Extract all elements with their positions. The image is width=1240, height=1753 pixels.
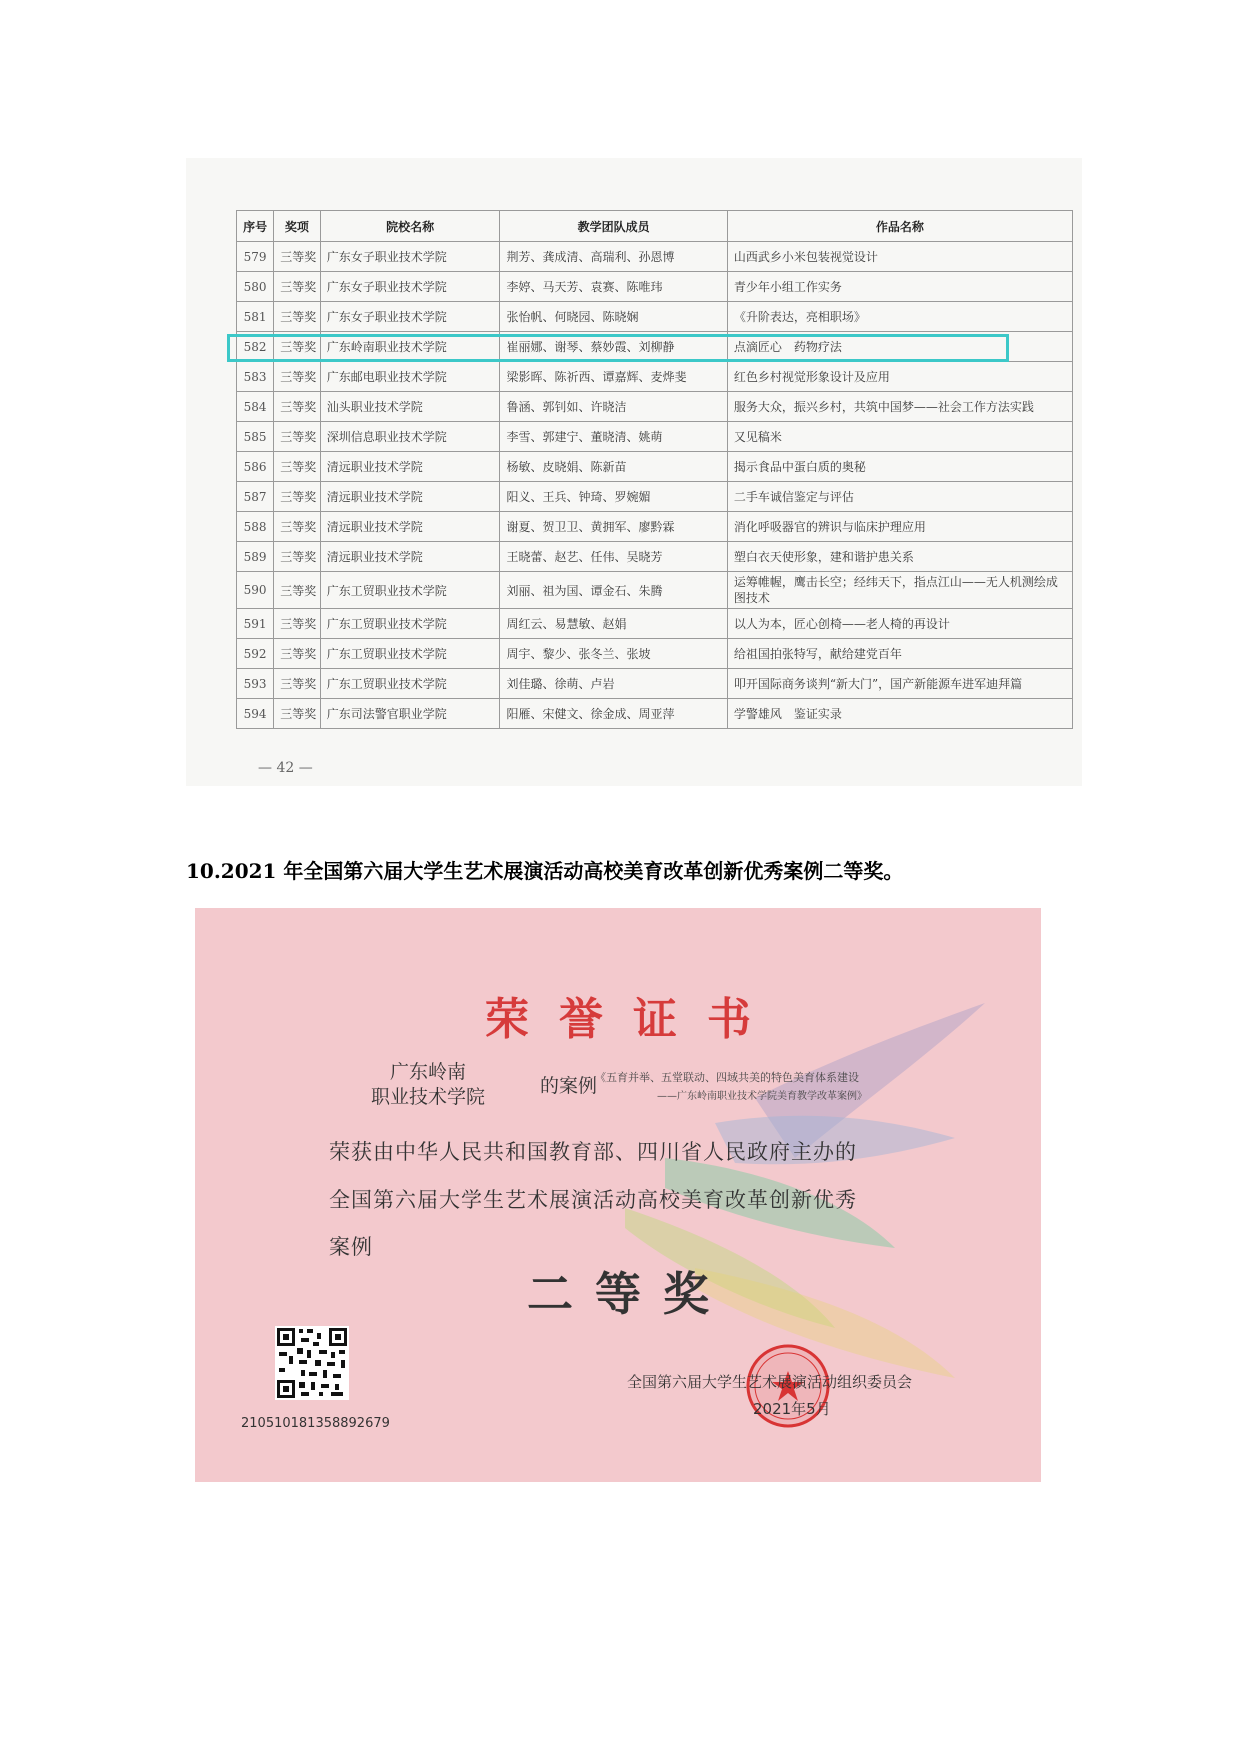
cell-work: 青少年小组工作实务 bbox=[727, 272, 1072, 302]
prize-level: 二等奖 bbox=[527, 1267, 731, 1321]
case-label: 的案例 bbox=[540, 1075, 598, 1097]
cell-team: 李雪、郭建宁、董晓清、姚萌 bbox=[500, 422, 727, 452]
table-row bbox=[237, 542, 1073, 572]
cell-school: 广东女子职业技术学院 bbox=[320, 242, 500, 272]
table-row bbox=[237, 639, 1073, 669]
cell-team: 崔丽娜、谢琴、蔡妙霞、刘柳静 bbox=[500, 332, 727, 362]
table-row bbox=[237, 422, 1073, 452]
cell-team: 王晓蕾、赵艺、任伟、吴晓芳 bbox=[500, 542, 727, 572]
cell-school: 广东女子职业技术学院 bbox=[320, 272, 500, 302]
cell-team: 荆芳、龚成清、高瑞利、孙恩博 bbox=[500, 242, 727, 272]
school-line-1: 广东岭南 bbox=[389, 1061, 466, 1083]
case-subtitle: ——广东岭南职业技术学院美育教学改革案例》 bbox=[657, 1091, 867, 1102]
cell-school: 深圳信息职业技术学院 bbox=[320, 422, 500, 452]
cell-team: 梁影晖、陈祈西、谭嘉辉、麦烨斐 bbox=[500, 362, 727, 392]
table-row bbox=[237, 362, 1073, 392]
header-team: 教学团队成员 bbox=[500, 211, 727, 242]
cell-team: 周红云、易慧敏、赵娟 bbox=[500, 609, 727, 639]
recipient-school bbox=[353, 1060, 503, 1110]
cell-index: 579 bbox=[237, 242, 274, 272]
cell-index: 585 bbox=[237, 422, 274, 452]
cell-team: 鲁涵、郭钊如、许晓洁 bbox=[500, 392, 727, 422]
cell-school: 汕头职业技术学院 bbox=[320, 392, 500, 422]
cell-team: 张怡帆、何晓园、陈晓娴 bbox=[500, 302, 727, 332]
header-award: 奖项 bbox=[274, 211, 321, 242]
cell-team: 阳雁、宋健文、徐金成、周亚萍 bbox=[500, 699, 727, 729]
table-row bbox=[237, 452, 1073, 482]
cell-work: 以人为本，匠心创椅——老人椅的再设计 bbox=[727, 609, 1072, 639]
cell-school: 广东工贸职业技术学院 bbox=[320, 669, 500, 699]
table-row bbox=[237, 512, 1073, 542]
cell-award: 三等奖 bbox=[274, 392, 321, 422]
cell-award: 三等奖 bbox=[274, 422, 321, 452]
table-row bbox=[237, 669, 1073, 699]
cell-index: 583 bbox=[237, 362, 274, 392]
cell-index: 584 bbox=[237, 392, 274, 422]
cell-award: 三等奖 bbox=[274, 302, 321, 332]
table-header-row bbox=[237, 211, 1073, 242]
cell-work: 叩开国际商务谈判“新大门”，国产新能源车进军迪拜篇 bbox=[727, 669, 1072, 699]
cell-school: 广东女子职业技术学院 bbox=[320, 302, 500, 332]
cell-work: 又见稿米 bbox=[727, 422, 1072, 452]
cell-work: 揭示食品中蛋白质的奥秘 bbox=[727, 452, 1072, 482]
table-row bbox=[237, 392, 1073, 422]
cell-index: 586 bbox=[237, 452, 274, 482]
table-row bbox=[237, 482, 1073, 512]
cell-team: 阳义、王兵、钟琦、罗婉媚 bbox=[500, 482, 727, 512]
cell-award: 三等奖 bbox=[274, 639, 321, 669]
issuing-committee: 全国第六届大学生艺术展演活动组织委员会 bbox=[627, 1373, 913, 1391]
cell-team: 刘丽、祖为国、谭金石、朱腾 bbox=[500, 572, 727, 609]
cell-index: 590 bbox=[237, 572, 274, 609]
cell-award: 三等奖 bbox=[274, 482, 321, 512]
case-title: 《五育并举、五堂联动、四域共美的特色美育体系建设 bbox=[595, 1071, 859, 1084]
cell-index: 587 bbox=[237, 482, 274, 512]
cell-school: 清远职业技术学院 bbox=[320, 512, 500, 542]
cell-award: 三等奖 bbox=[274, 512, 321, 542]
cell-school: 广东工贸职业技术学院 bbox=[320, 639, 500, 669]
cell-index: 588 bbox=[237, 512, 274, 542]
cell-school: 清远职业技术学院 bbox=[320, 542, 500, 572]
cell-award: 三等奖 bbox=[274, 572, 321, 609]
award-text-line-1: 荣获由中华人民共和国教育部、四川省人民政府主办的 bbox=[329, 1140, 857, 1164]
cell-work: 服务大众，振兴乡村，共筑中国梦——社会工作方法实践 bbox=[727, 392, 1072, 422]
cell-school: 广东邮电职业技术学院 bbox=[320, 362, 500, 392]
qr-code-icon bbox=[275, 1326, 349, 1400]
cell-index: 594 bbox=[237, 699, 274, 729]
table-row bbox=[237, 699, 1073, 729]
table-row bbox=[237, 242, 1073, 272]
cell-award: 三等奖 bbox=[274, 699, 321, 729]
header-work: 作品名称 bbox=[727, 211, 1072, 242]
section-heading: 10.2021 年全国第六届大学生艺术展演活动高校美育改革创新优秀案例二等奖。 bbox=[186, 859, 904, 883]
cell-award: 三等奖 bbox=[274, 542, 321, 572]
cell-work: 消化呼吸器官的辨识与临床护理应用 bbox=[727, 512, 1072, 542]
cell-school: 清远职业技术学院 bbox=[320, 482, 500, 512]
certificate-title: 荣誉证书 bbox=[485, 994, 781, 1045]
school-line-2: 职业技术学院 bbox=[370, 1086, 485, 1108]
header-index: 序号 bbox=[237, 211, 274, 242]
cell-index: 593 bbox=[237, 669, 274, 699]
cell-school: 清远职业技术学院 bbox=[320, 452, 500, 482]
cell-index: 580 bbox=[237, 272, 274, 302]
cell-work: 学警雄风 鉴证实录 bbox=[727, 699, 1072, 729]
certificate-serial-number: 210510181358892679 bbox=[241, 1416, 390, 1431]
cell-team: 杨敏、皮晓娟、陈新苗 bbox=[500, 452, 727, 482]
highlight-frame bbox=[227, 334, 1009, 362]
table-row bbox=[237, 302, 1073, 332]
cell-index: 582 bbox=[237, 332, 274, 362]
table-row bbox=[237, 609, 1073, 639]
cell-award: 三等奖 bbox=[274, 272, 321, 302]
cell-award: 三等奖 bbox=[274, 362, 321, 392]
issue-date: 2021年5月 bbox=[753, 1400, 831, 1418]
cell-index: 592 bbox=[237, 639, 274, 669]
cell-award: 三等奖 bbox=[274, 332, 321, 362]
cell-work: 运筹帷幄，鹰击长空；经纬天下，指点江山——无人机测绘成图技术 bbox=[727, 572, 1072, 609]
cell-team: 李婷、马天芳、袁赛、陈唯玮 bbox=[500, 272, 727, 302]
cell-award: 三等奖 bbox=[274, 609, 321, 639]
cell-work: 山西武乡小米包装视觉设计 bbox=[727, 242, 1072, 272]
cell-team: 周宇、黎少、张冬兰、张坡 bbox=[500, 639, 727, 669]
cell-work: 红色乡村视觉形象设计及应用 bbox=[727, 362, 1072, 392]
cell-award: 三等奖 bbox=[274, 452, 321, 482]
cell-school: 广东岭南职业技术学院 bbox=[320, 332, 500, 362]
award-text-line-3: 案例 bbox=[329, 1235, 373, 1259]
award-text-line-2: 全国第六届大学生艺术展演活动高校美育改革创新优秀 bbox=[329, 1188, 857, 1212]
cell-index: 581 bbox=[237, 302, 274, 332]
honor-certificate bbox=[195, 908, 1041, 1482]
cell-index: 591 bbox=[237, 609, 274, 639]
cell-work: 塑白衣天使形象，建和谐护患关系 bbox=[727, 542, 1072, 572]
cell-school: 广东工贸职业技术学院 bbox=[320, 572, 500, 609]
cell-team: 谢夏、贺卫卫、黄拥军、廖黔霖 bbox=[500, 512, 727, 542]
cell-school: 广东工贸职业技术学院 bbox=[320, 609, 500, 639]
cell-team: 刘佳璐、徐萌、卢岩 bbox=[500, 669, 727, 699]
cell-school: 广东司法警官职业学院 bbox=[320, 699, 500, 729]
cell-index: 589 bbox=[237, 542, 274, 572]
table-row bbox=[237, 572, 1073, 609]
cell-award: 三等奖 bbox=[274, 242, 321, 272]
cell-work: 二手车诚信鉴定与评估 bbox=[727, 482, 1072, 512]
header-school: 院校名称 bbox=[320, 211, 500, 242]
cell-award: 三等奖 bbox=[274, 669, 321, 699]
table-row bbox=[237, 272, 1073, 302]
cell-work: 点滴匠心 药物疗法 bbox=[727, 332, 1072, 362]
table-body bbox=[237, 242, 1073, 729]
award-list-table bbox=[236, 210, 1073, 729]
page-number: — 42 — bbox=[258, 760, 313, 776]
cell-work: 《升阶表达，亮相职场》 bbox=[727, 302, 1072, 332]
cell-work: 给祖国拍张特写，献给建党百年 bbox=[727, 639, 1072, 669]
